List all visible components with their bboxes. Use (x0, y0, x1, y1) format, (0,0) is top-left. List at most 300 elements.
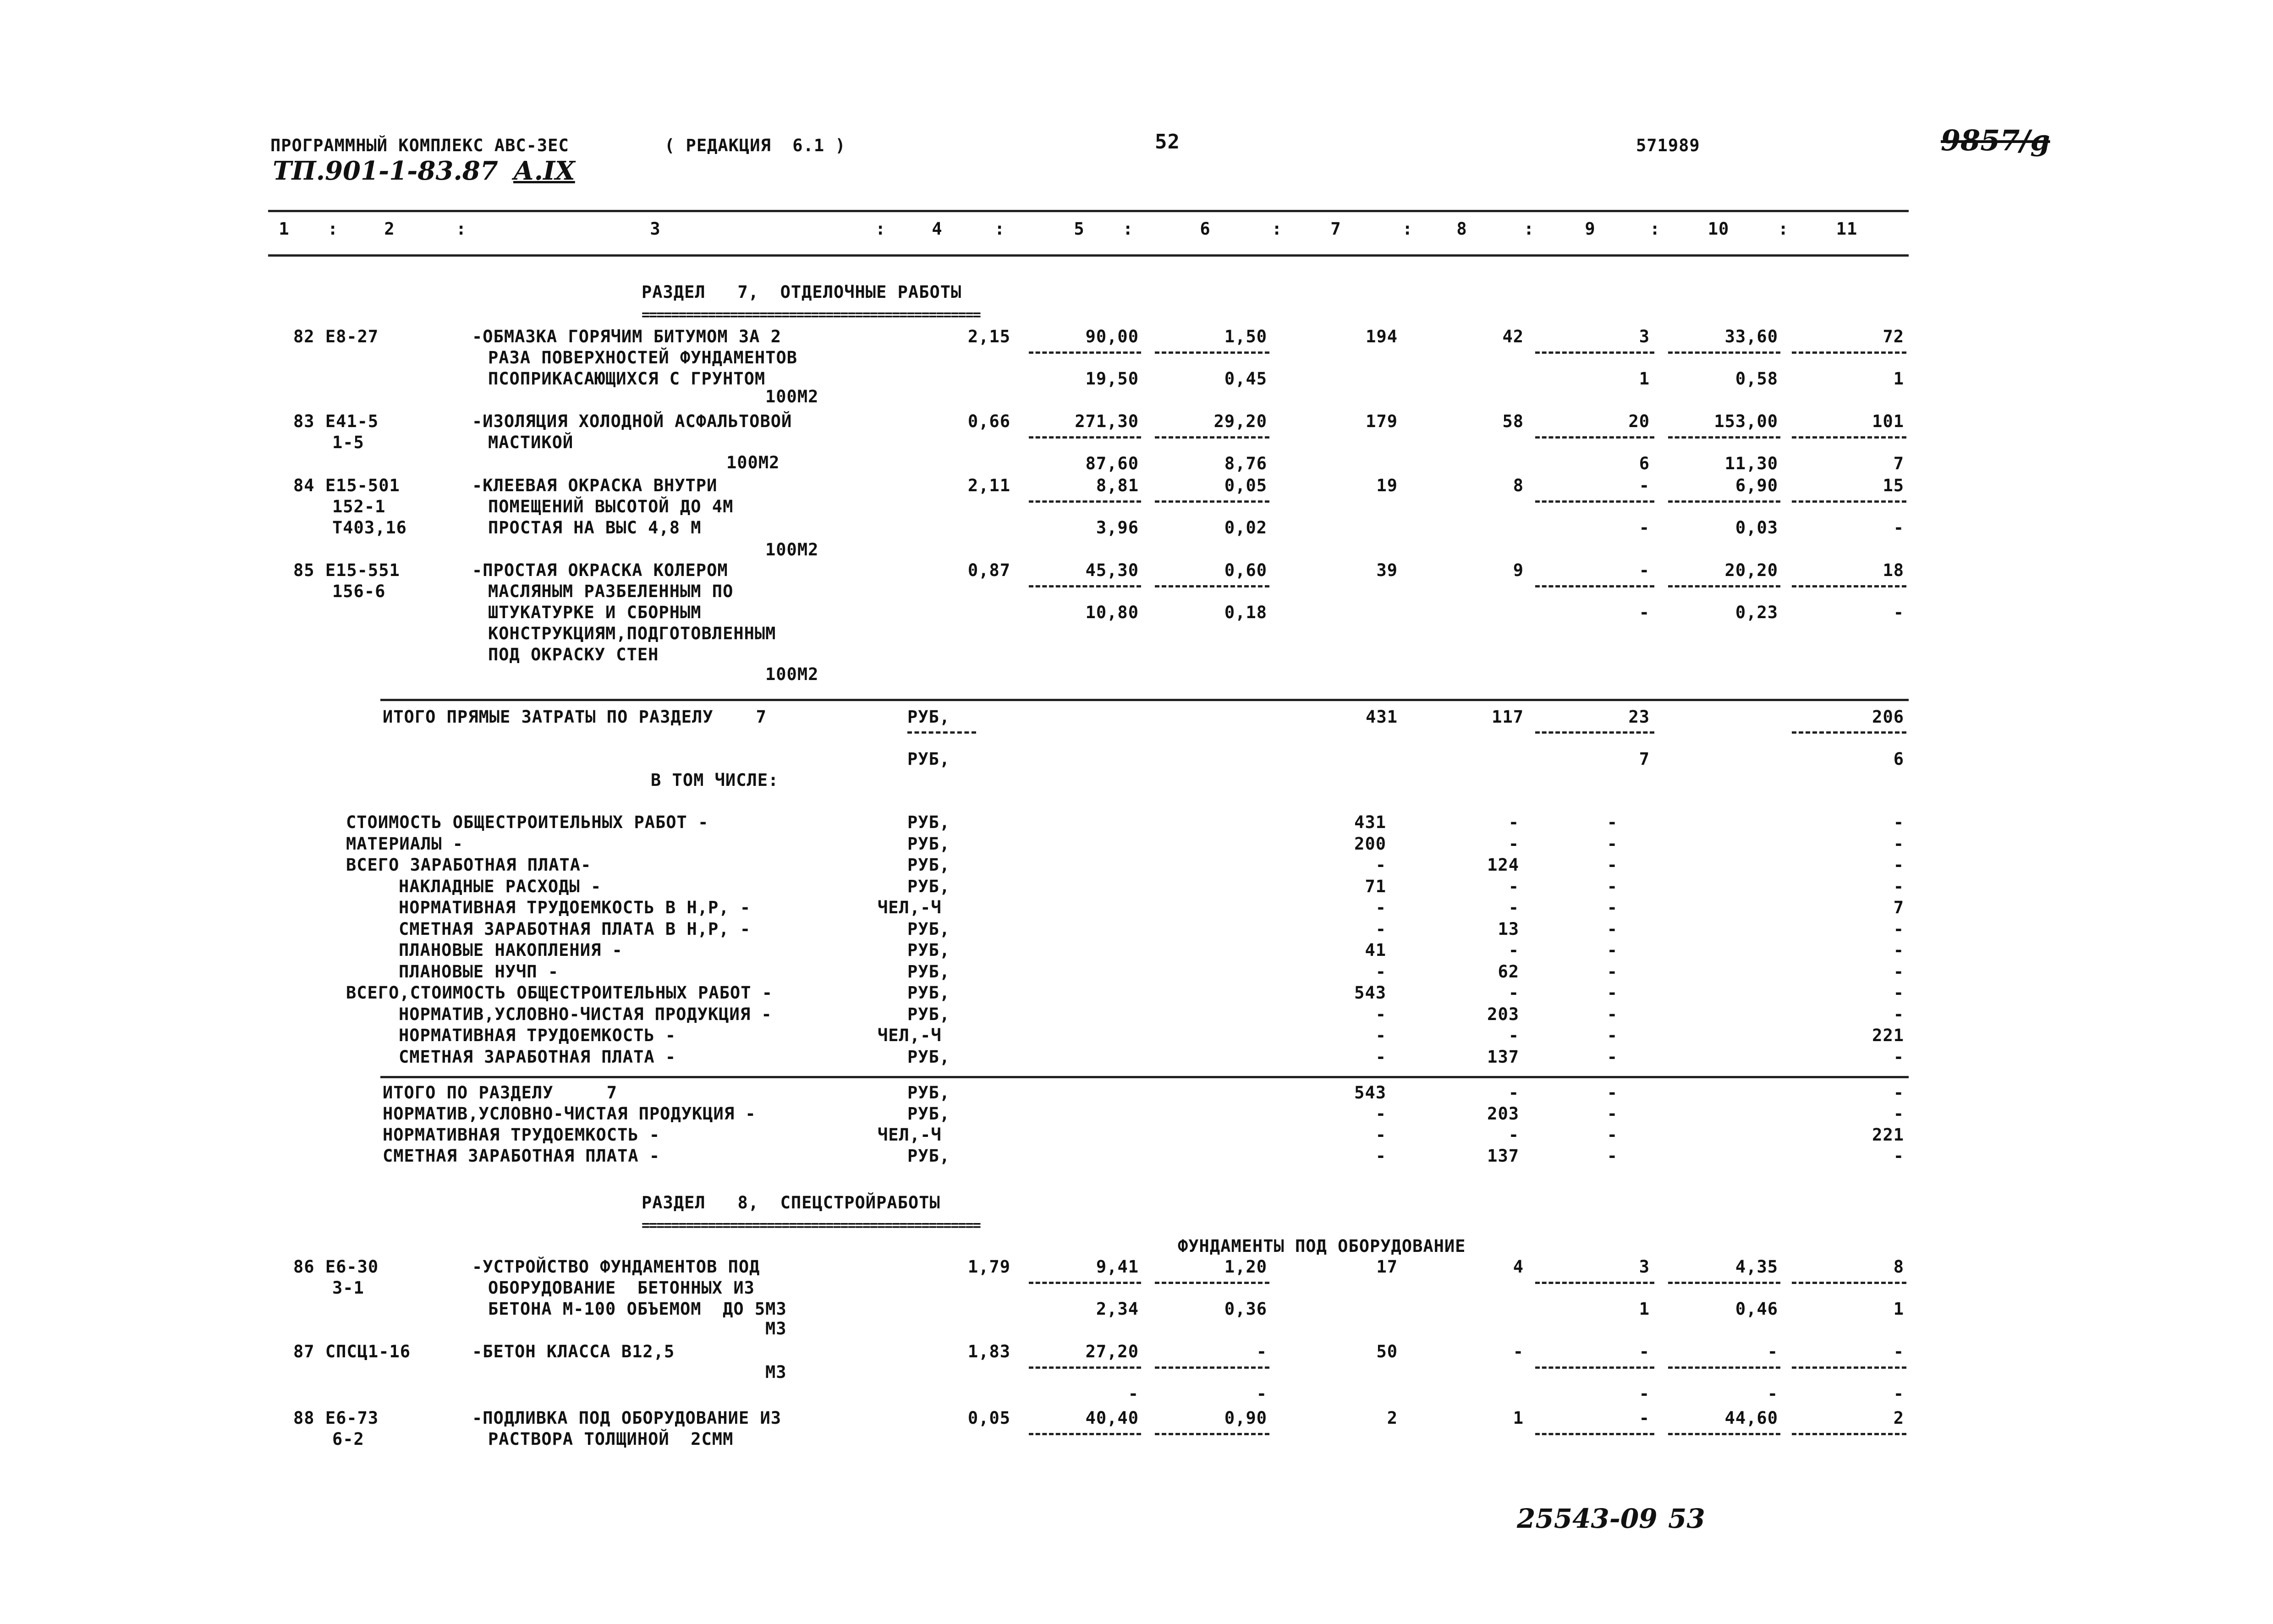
fraction-rule (1792, 731, 1906, 734)
summary-col-8: 203 (1487, 1104, 1519, 1124)
fraction-rule (1668, 1282, 1780, 1284)
col-6-value: 29,20 (1213, 411, 1267, 431)
fraction-rule (1792, 1282, 1906, 1284)
col-10-subvalue: 0,46 (1735, 1299, 1778, 1319)
breakdown-unit: РУБ, (907, 876, 950, 896)
row-description: МАСТИКОЙ (488, 433, 574, 452)
fraction-rule (1155, 351, 1269, 354)
col-6-subvalue: 8,76 (1224, 454, 1267, 473)
row-code: 82 Е8-27 (293, 327, 379, 346)
column-separator: : (994, 219, 1005, 239)
summary-col-9: - (1607, 1125, 1618, 1145)
breakdown-unit: РУБ, (907, 1004, 950, 1024)
fraction-rule (1029, 1282, 1141, 1284)
breakdown-col-11: - (1893, 1047, 1904, 1067)
col-11-value: 101 (1872, 411, 1904, 431)
total-col-11-sub: 6 (1893, 749, 1904, 769)
col-10-value: 20,20 (1724, 560, 1778, 580)
col-7-value: 17 (1376, 1257, 1398, 1277)
col-5-value: 90,00 (1085, 327, 1139, 346)
col-7-value: 39 (1376, 560, 1398, 580)
col-5-value: 8,81 (1096, 476, 1139, 495)
fraction-rule (1668, 1366, 1780, 1369)
header-bottom-rule (268, 254, 1909, 257)
col-6-value: 0,60 (1224, 560, 1267, 580)
fraction-rule (1792, 1433, 1906, 1435)
col-4-value: 2,15 (967, 327, 1010, 346)
breakdown-unit: РУБ, (907, 855, 950, 875)
fraction-rule (1535, 436, 1654, 439)
summary-label: НОРМАТИВНАЯ ТРУДОЕМКОСТЬ - (383, 1125, 660, 1145)
breakdown-col-9: - (1607, 1026, 1618, 1045)
col-4-value: 0,66 (967, 411, 1010, 431)
breakdown-col-9: - (1607, 919, 1618, 939)
breakdown-unit: ЧЕЛ,-Ч (878, 898, 942, 917)
col-4-value: 1,79 (967, 1257, 1010, 1277)
fraction-rule (1535, 500, 1654, 503)
footer-sheet: 53 (1668, 1503, 1705, 1534)
breakdown-col-8: - (1508, 812, 1519, 832)
fraction-rule (1792, 436, 1906, 439)
fraction-rule (1155, 585, 1269, 587)
fraction-rule (1792, 500, 1906, 503)
breakdown-unit: РУБ, (907, 834, 950, 854)
col-5-subvalue: 10,80 (1085, 603, 1139, 622)
summary-unit: ЧЕЛ,-Ч (878, 1125, 942, 1145)
fraction-rule (1155, 1366, 1269, 1369)
edition-label: ( РЕДАКЦИЯ 6.1 ) (664, 136, 846, 155)
breakdown-col-11: 221 (1872, 1026, 1904, 1045)
breakdown-col-8: 124 (1487, 855, 1519, 875)
col-10-subvalue: - (1767, 1384, 1778, 1404)
column-separator: : (328, 219, 339, 239)
breakdown-col-7: - (1375, 1004, 1386, 1024)
breakdown-col-9: - (1607, 983, 1618, 1003)
row-description: ПОД ОКРАСКУ СТЕН (488, 645, 659, 664)
album-number: А.IX (513, 156, 575, 186)
col-10-value: 44,60 (1724, 1408, 1778, 1428)
breakdown-col-9: - (1607, 855, 1618, 875)
row-unit: 100М2 (765, 540, 819, 560)
breakdown-col-9: - (1607, 1004, 1618, 1024)
col-10-value: 153,00 (1714, 411, 1778, 431)
col-8-value: 58 (1502, 411, 1524, 431)
column-header-3: 3 (650, 219, 661, 239)
row-description: -БЕТОН КЛАССА В12,5 (472, 1342, 675, 1361)
col-5-subvalue: 87,60 (1085, 454, 1139, 473)
summary-label: НОРМАТИВ,УСЛОВНО-ЧИСТАЯ ПРОДУКЦИЯ - (383, 1104, 756, 1124)
col-9-subvalue: - (1639, 603, 1650, 622)
page-number: 52 (1155, 130, 1180, 154)
breakdown-label: СМЕТНАЯ ЗАРАБОТНАЯ ПЛАТА - (399, 1047, 676, 1067)
fraction-rule (1155, 500, 1269, 503)
breakdown-col-9: - (1607, 898, 1618, 917)
col-7-value: 19 (1376, 476, 1398, 495)
breakdown-label: НОРМАТИВНАЯ ТРУДОЕМКОСТЬ В Н,Р, - (399, 898, 751, 917)
col-9-value: - (1639, 1408, 1650, 1428)
col-5-value: 271,30 (1075, 411, 1139, 431)
col-11-subvalue: - (1893, 518, 1904, 538)
fraction-rule (1792, 585, 1906, 587)
col-4-value: 2,11 (967, 476, 1010, 495)
fraction-rule (1535, 731, 1654, 734)
breakdown-col-9: - (1607, 876, 1618, 896)
column-separator: : (1778, 219, 1789, 239)
row-code-extra: 3-1 (332, 1278, 364, 1298)
breakdown-col-11: - (1893, 855, 1904, 875)
column-separator: : (1272, 219, 1283, 239)
col-7-value: 2 (1387, 1408, 1398, 1428)
fraction-rule (1029, 500, 1141, 503)
col-6-value: 0,05 (1224, 476, 1267, 495)
column-header-10: 10 (1707, 219, 1729, 239)
row-code-extra: 1-5 (332, 433, 364, 452)
col-9-subvalue: - (1639, 518, 1650, 538)
summary-col-7: - (1375, 1125, 1386, 1145)
col-11-value: 2 (1893, 1408, 1904, 1428)
column-separator: : (875, 219, 886, 239)
total-top-rule (380, 699, 1909, 701)
col-6-subvalue: 0,02 (1224, 518, 1267, 538)
column-header-1: 1 (279, 219, 290, 239)
summary-col-9: - (1607, 1083, 1618, 1103)
col-5-value: 27,20 (1085, 1342, 1139, 1361)
breakdown-unit: РУБ, (907, 983, 950, 1003)
fraction-rule (1535, 1433, 1654, 1435)
row-description: -ИЗОЛЯЦИЯ ХОЛОДНОЙ АСФАЛЬТОВОЙ (472, 411, 792, 431)
fraction-rule (1792, 1366, 1906, 1369)
summary-unit: РУБ, (907, 1146, 950, 1166)
breakdown-col-11: 7 (1893, 898, 1904, 917)
section-8-underline: ============================================== (642, 1219, 980, 1233)
col-5-subvalue: - (1128, 1384, 1139, 1404)
breakdown-label: ПЛАНОВЫЕ НУЧП - (399, 961, 559, 982)
fraction-rule (1668, 585, 1780, 587)
row-code: 87 СПСЦ1-16 (293, 1342, 411, 1361)
column-separator: : (456, 219, 467, 239)
col-9-value: 20 (1628, 411, 1650, 431)
summary-col-11: - (1893, 1104, 1904, 1124)
column-header-5: 5 (1074, 219, 1085, 239)
fraction-rule (1668, 1433, 1780, 1435)
column-header-8: 8 (1456, 219, 1467, 239)
col-11-value: 15 (1883, 476, 1904, 495)
col-8-value: 4 (1513, 1257, 1524, 1277)
breakdown-col-9: - (1607, 812, 1618, 832)
col-10-value: 6,90 (1735, 476, 1778, 495)
summary-label: ИТОГО ПО РАЗДЕЛУ 7 (383, 1083, 618, 1103)
column-separator: : (1123, 219, 1134, 239)
col-9-subvalue: 6 (1639, 454, 1650, 473)
column-separator: : (1650, 219, 1661, 239)
column-header-6: 6 (1200, 219, 1211, 239)
breakdown-col-11: - (1893, 1004, 1904, 1024)
row-code: 83 Е41-5 (293, 411, 379, 431)
fraction-rule (1668, 500, 1780, 503)
fraction-rule (1535, 1282, 1654, 1284)
summary-col-8: - (1508, 1083, 1519, 1103)
summary-unit: РУБ, (907, 1083, 950, 1103)
row-code-extra: 152-1 (332, 497, 386, 516)
breakdown-col-7: 71 (1365, 876, 1386, 896)
breakdown-col-8: - (1508, 1026, 1519, 1045)
project-number: ТП.901-1-83.87 (273, 156, 498, 186)
fraction-rule (1535, 351, 1654, 354)
col-9-value: - (1639, 1342, 1650, 1361)
col-11-subvalue: 1 (1893, 1299, 1904, 1319)
breakdown-label: МАТЕРИАЛЫ - (346, 834, 464, 854)
total-col-9-sub: 7 (1639, 749, 1650, 769)
breakdown-label: СТОИМОСТЬ ОБЩЕСТРОИТЕЛЬНЫХ РАБОТ - (346, 812, 709, 832)
col-6-subvalue: - (1256, 1384, 1267, 1404)
summary-col-9: - (1607, 1104, 1618, 1124)
breakdown-col-7: - (1375, 1026, 1386, 1045)
breakdown-col-7: 543 (1354, 983, 1386, 1003)
col-7-value: 194 (1366, 327, 1398, 346)
fraction-rule (1029, 1366, 1141, 1369)
breakdown-col-8: - (1508, 834, 1519, 854)
col-11-subvalue: - (1893, 1384, 1904, 1404)
col-9-value: 3 (1639, 1257, 1650, 1277)
breakdown-col-11: - (1893, 834, 1904, 854)
row-description: КОНСТРУКЦИЯМ,ПОДГОТОВЛЕННЫМ (488, 624, 776, 643)
column-header-2: 2 (384, 219, 395, 239)
col-11-value: - (1893, 1342, 1904, 1361)
row-code: 88 Е6-73 (293, 1408, 379, 1428)
col-10-value: 33,60 (1724, 327, 1778, 346)
col-8-value: - (1513, 1342, 1524, 1361)
breakdown-label: ПЛАНОВЫЕ НАКОПЛЕНИЯ - (399, 940, 623, 960)
breakdown-label: ВСЕГО ЗАРАБОТНАЯ ПЛАТА- (346, 855, 592, 875)
total-unit-2: РУБ, (907, 749, 950, 769)
breakdown-col-8: 137 (1487, 1047, 1519, 1067)
col-4-value: 0,05 (967, 1408, 1010, 1428)
col-9-value: - (1639, 560, 1650, 580)
breakdown-unit: РУБ, (907, 919, 950, 939)
breakdown-col-8: - (1508, 983, 1519, 1003)
fraction-rule (1029, 1433, 1141, 1435)
breakdown-label: НАКЛАДНЫЕ РАСХОДЫ - (399, 876, 602, 896)
col-10-subvalue: 11,30 (1724, 454, 1778, 473)
column-separator: : (1524, 219, 1535, 239)
row-description: ПСОПРИКАСАЮЩИХСЯ С ГРУНТОМ (488, 369, 766, 389)
breakdown-label: НОРМАТИВ,УСЛОВНО-ЧИСТАЯ ПРОДУКЦИЯ - (399, 1004, 772, 1024)
col-7-value: 50 (1376, 1342, 1398, 1361)
row-code-extra: Т403,16 (332, 518, 407, 538)
col-9-value: 3 (1639, 327, 1650, 346)
row-description: ПОМЕЩЕНИЙ ВЫСОТОЙ ДО 4М (488, 497, 734, 516)
col-11-subvalue: 7 (1893, 454, 1904, 473)
col-6-value: 1,50 (1224, 327, 1267, 346)
col-10-value: - (1767, 1342, 1778, 1361)
fraction-rule (1668, 436, 1780, 439)
col-10-subvalue: 0,03 (1735, 518, 1778, 538)
breakdown-label: ВСЕГО,СТОИМОСТЬ ОБЩЕСТРОИТЕЛЬНЫХ РАБОТ - (346, 983, 773, 1003)
summary-col-11: 221 (1872, 1125, 1904, 1145)
row-description: РАСТВОРА ТОЛЩИНОЙ 2СММ (488, 1429, 734, 1449)
section-7-title: РАЗДЕЛ 7, ОТДЕЛОЧНЫЕ РАБОТЫ (642, 282, 962, 302)
breakdown-col-11: - (1893, 983, 1904, 1003)
col-9-value: - (1639, 476, 1650, 495)
summary-label: СМЕТНАЯ ЗАРАБОТНАЯ ПЛАТА - (383, 1146, 660, 1166)
row-code: 86 Е6-30 (293, 1257, 379, 1277)
breakdown-col-8: 13 (1498, 919, 1519, 939)
col-11-subvalue: - (1893, 603, 1904, 622)
col-5-value: 40,40 (1085, 1408, 1139, 1428)
breakdown-unit: РУБ, (907, 961, 950, 982)
fraction-rule (1029, 585, 1141, 587)
col-4-value: 0,87 (967, 560, 1010, 580)
col-5-subvalue: 3,96 (1096, 518, 1139, 538)
column-separator: : (1402, 219, 1413, 239)
column-header-9: 9 (1585, 219, 1596, 239)
col-11-value: 8 (1893, 1257, 1904, 1277)
summary-col-7: - (1375, 1146, 1386, 1166)
breakdown-col-7: - (1375, 961, 1386, 982)
summary-col-11: - (1893, 1083, 1904, 1103)
col-8-value: 8 (1513, 476, 1524, 495)
row-unit: 100М2 (726, 453, 780, 472)
breakdown-col-8: 203 (1487, 1004, 1519, 1024)
row-unit: 100М2 (765, 387, 819, 406)
summary-col-8: - (1508, 1125, 1519, 1145)
stamp-handwritten: 9857/g (1941, 124, 2050, 157)
col-6-value: 1,20 (1224, 1257, 1267, 1277)
breakdown-col-8: - (1508, 940, 1519, 960)
col-5-subvalue: 19,50 (1085, 369, 1139, 389)
col-10-value: 4,35 (1735, 1257, 1778, 1277)
row-code: 85 Е15-551 (293, 560, 400, 580)
col-6-value: 0,90 (1224, 1408, 1267, 1428)
fraction-rule (1029, 436, 1141, 439)
col-6-value: - (1256, 1342, 1267, 1361)
breakdown-col-11: - (1893, 940, 1904, 960)
column-header-7: 7 (1330, 219, 1341, 239)
breakdown-col-8: 62 (1498, 961, 1519, 982)
row-description: -ПРОСТАЯ ОКРАСКА КОЛЕРОМ (472, 560, 728, 580)
col-11-value: 72 (1883, 327, 1904, 346)
breakdown-col-7: - (1375, 855, 1386, 875)
breakdown-col-7: 431 (1354, 812, 1386, 832)
row-description: ШТУКАТУРКЕ И СБОРНЫМ (488, 603, 702, 622)
row-description: ПРОСТАЯ НА ВЫС 4,8 М (488, 518, 702, 538)
row-description: РАЗА ПОВЕРХНОСТЕЙ ФУНДАМЕНТОВ (488, 348, 798, 368)
document-code: 571989 (1636, 136, 1700, 155)
fraction-rule (1155, 436, 1269, 439)
col-7-value: 179 (1366, 411, 1398, 431)
column-header-4: 4 (932, 219, 943, 239)
fraction-rule (1155, 1282, 1269, 1284)
breakdown-unit: ЧЕЛ,-Ч (878, 1026, 942, 1045)
row-unit: М3 (765, 1362, 787, 1382)
summary-col-8: 137 (1487, 1146, 1519, 1166)
breakdown-col-7: 41 (1365, 940, 1386, 960)
breakdown-label: СМЕТНАЯ ЗАРАБОТНАЯ ПЛАТА В Н,Р, - (399, 919, 751, 939)
col-6-subvalue: 0,18 (1224, 603, 1267, 622)
breakdown-unit: РУБ, (907, 940, 950, 960)
breakdown-col-7: - (1375, 1047, 1386, 1067)
summary-col-9: - (1607, 1146, 1618, 1166)
row-unit: М3 (765, 1319, 787, 1339)
breakdown-col-11: - (1893, 876, 1904, 896)
breakdown-col-7: 200 (1354, 834, 1386, 854)
breakdown-col-7: - (1375, 898, 1386, 917)
total-unit: РУБ, (907, 707, 950, 727)
breakdown-label: НОРМАТИВНАЯ ТРУДОЕМКОСТЬ - (399, 1026, 676, 1045)
col-8-value: 9 (1513, 560, 1524, 580)
breakdown-col-11: - (1893, 919, 1904, 939)
col-5-subvalue: 2,34 (1096, 1299, 1139, 1319)
col-10-subvalue: 0,23 (1735, 603, 1778, 622)
col-10-subvalue: 0,58 (1735, 369, 1778, 389)
including-label: В ТОМ ЧИСЛЕ: (651, 770, 779, 790)
col-5-value: 9,41 (1096, 1257, 1139, 1277)
section-7-underline: ============================================== (642, 308, 980, 322)
summary-col-7: - (1375, 1104, 1386, 1124)
total-label: ИТОГО ПРЯМЫЕ ЗАТРАТЫ ПО РАЗДЕЛУ 7 (383, 707, 767, 727)
section-8-subtitle: ФУНДАМЕНТЫ ПОД ОБОРУДОВАНИЕ (1178, 1236, 1466, 1256)
section-8-title: РАЗДЕЛ 8, СПЕЦСТРОЙРАБОТЫ (642, 1193, 940, 1213)
row-description: ОБОРУДОВАНИЕ БЕТОННЫХ ИЗ (488, 1278, 755, 1298)
header-top-rule (268, 210, 1909, 212)
col-8-value: 42 (1502, 327, 1524, 346)
col-9-subvalue: - (1639, 1384, 1650, 1404)
col-9-subvalue: 1 (1639, 1299, 1650, 1319)
program-title: ПРОГРАММНЫЙ КОМПЛЕКС АВС-ЗЕС (270, 136, 569, 155)
column-header-11: 11 (1836, 219, 1858, 239)
total-col-7: 431 (1366, 707, 1398, 727)
breakdown-unit: РУБ, (907, 812, 950, 832)
col-9-subvalue: 1 (1639, 369, 1650, 389)
footer-note: 25543-09 (1517, 1503, 1658, 1534)
total-col-11: 206 (1872, 707, 1904, 727)
col-4-value: 1,83 (967, 1342, 1010, 1361)
row-code-extra: 6-2 (332, 1429, 364, 1449)
fraction-rule (1029, 351, 1141, 354)
row-unit: 100М2 (765, 664, 819, 684)
col-8-value: 1 (1513, 1408, 1524, 1428)
summary-col-7: 543 (1354, 1083, 1386, 1103)
row-description: МАСЛЯНЫМ РАЗБЕЛЕННЫМ ПО (488, 582, 734, 601)
row-code: 84 Е15-501 (293, 476, 400, 495)
breakdown-col-9: - (1607, 940, 1618, 960)
breakdown-col-9: - (1607, 1047, 1618, 1067)
fraction-rule (907, 731, 976, 734)
breakdown-col-8: - (1508, 898, 1519, 917)
total-col-8: 117 (1492, 707, 1524, 727)
total-col-9: 23 (1628, 707, 1650, 727)
row-description: -КЛЕЕВАЯ ОКРАСКА ВНУТРИ (472, 476, 718, 495)
breakdown-col-9: - (1607, 834, 1618, 854)
breakdown-col-9: - (1607, 961, 1618, 982)
col-11-value: 18 (1883, 560, 1904, 580)
breakdown-col-11: - (1893, 812, 1904, 832)
breakdown-col-8: - (1508, 876, 1519, 896)
col-6-subvalue: 0,45 (1224, 369, 1267, 389)
breakdown-bottom-rule (380, 1076, 1909, 1078)
row-description: БЕТОНА М-100 ОБЪЕМОМ ДО 5М3 (488, 1299, 787, 1319)
fraction-rule (1535, 585, 1654, 587)
row-code-extra: 156-6 (332, 582, 386, 601)
summary-unit: РУБ, (907, 1104, 950, 1124)
breakdown-col-7: - (1375, 919, 1386, 939)
fraction-rule (1535, 1366, 1654, 1369)
row-description: -ОБМАЗКА ГОРЯЧИМ БИТУМОМ ЗА 2 (472, 327, 782, 346)
summary-col-11: - (1893, 1146, 1904, 1166)
breakdown-col-11: - (1893, 961, 1904, 982)
row-description: -УСТРОЙСТВО ФУНДАМЕНТОВ ПОД (472, 1257, 760, 1277)
col-6-subvalue: 0,36 (1224, 1299, 1267, 1319)
